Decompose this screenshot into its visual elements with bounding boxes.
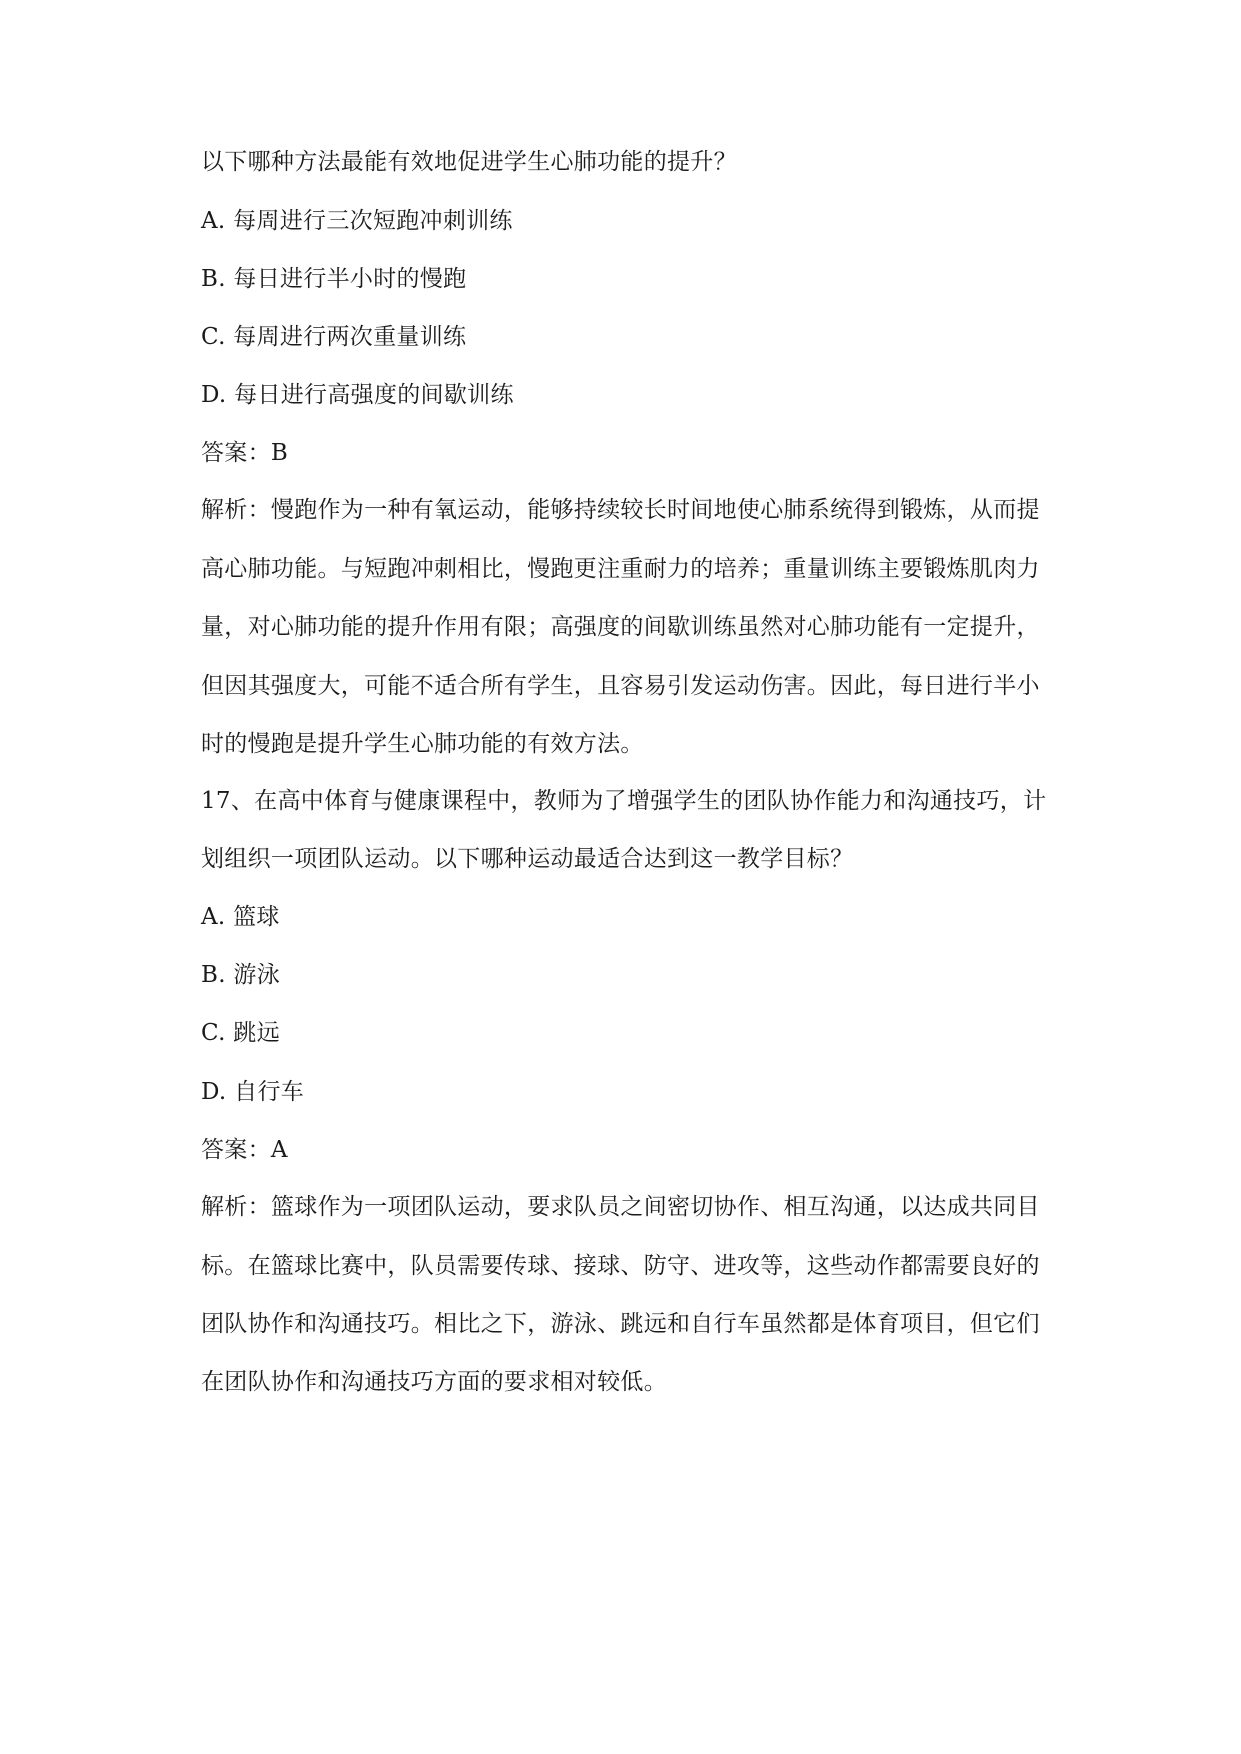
question-17-explanation-line: 团队协作和沟通技巧。相比之下，游泳、跳远和自行车虽然都是体育项目，但它们 — [201, 1311, 1040, 1337]
question-17-explanation-line: 标。在篮球比赛中，队员需要传球、接球、防守、进攻等，这些动作都需要良好的 — [201, 1253, 1040, 1279]
question-16-stem: 以下哪种方法最能有效地促进学生心肺功能的提升？ — [201, 149, 737, 175]
question-17-stem: 17、在高中体育与健康课程中，教师为了增强学生的团队协作能力和沟通技巧，计 — [201, 788, 1047, 814]
question-17-option-b: B. 游泳 — [201, 962, 281, 988]
question-16-answer: 答案：B — [201, 440, 289, 466]
question-16-explanation-line: 解析：慢跑作为一种有氧运动，能够持续较长时间地使心肺系统得到锻炼，从而提 — [201, 497, 1040, 523]
question-17-stem: 划组织一项团队运动。以下哪种运动最适合达到这一教学目标？ — [201, 846, 854, 872]
question-17-answer: 答案：A — [201, 1137, 288, 1163]
question-16-option-b: B. 每日进行半小时的慢跑 — [201, 266, 467, 292]
question-16-option-d: D. 每日进行高强度的间歇训练 — [201, 382, 514, 408]
question-17-option-c: C. 跳远 — [201, 1020, 280, 1046]
question-17-explanation-line: 在团队协作和沟通技巧方面的要求相对较低。 — [201, 1369, 667, 1395]
question-16-explanation-line: 高心肺功能。与短跑冲刺相比，慢跑更注重耐力的培养；重量训练主要锻炼肌肉力 — [201, 556, 1040, 582]
question-17-option-a: A. 篮球 — [201, 904, 280, 930]
question-16-explanation-line: 时的慢跑是提升学生心肺功能的有效方法。 — [201, 731, 644, 757]
question-16-option-c: C. 每周进行两次重量训练 — [201, 324, 467, 350]
question-16-explanation-line: 量，对心肺功能的提升作用有限；高强度的间歇训练虽然对心肺功能有一定提升， — [201, 614, 1040, 640]
question-17-option-d: D. 自行车 — [201, 1079, 305, 1105]
question-16-option-a: A. 每周进行三次短跑冲刺训练 — [201, 208, 513, 234]
question-17-explanation-line: 解析：篮球作为一项团队运动，要求队员之间密切协作、相互沟通，以达成共同目 — [201, 1194, 1040, 1220]
question-16-explanation-line: 但因其强度大，可能不适合所有学生，且容易引发运动伤害。因此，每日进行半小 — [201, 673, 1040, 699]
